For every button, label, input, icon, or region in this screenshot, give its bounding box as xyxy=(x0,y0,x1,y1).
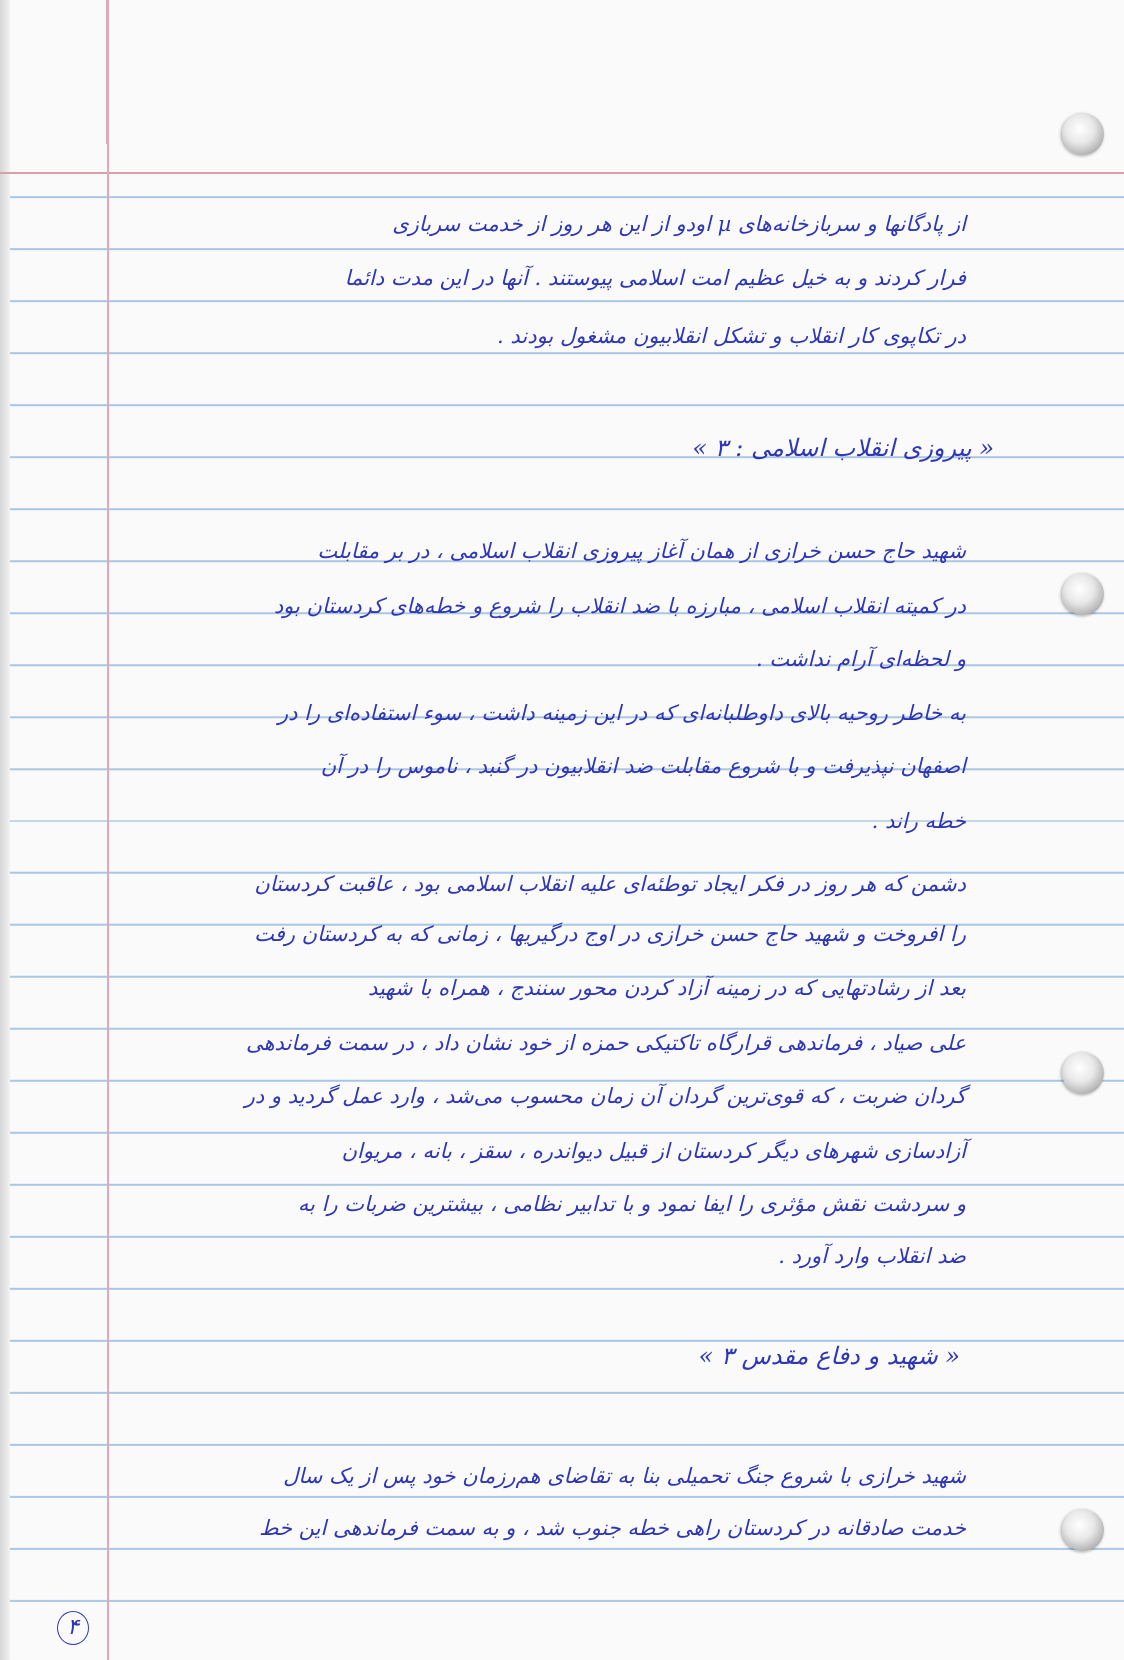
paragraph-4-line-2: خدمت صادقانه در کردستان راهی خطه جنوب شد ، و به سمت فرماندهی این خط xyxy=(259,1516,966,1540)
paragraph-3-line-8: ضد انقلاب وارد آورد . xyxy=(778,1244,966,1268)
top-rule-line xyxy=(0,172,1124,174)
paragraph-3-line-2: را افروخت و شهید حاج حسن خرازی در اوج درگیریها ، زمانی که به کردستان رفت xyxy=(254,922,966,946)
section-heading-victory: « پیروزی انقلاب اسلامی : ۳ » xyxy=(692,434,994,462)
paragraph-3-line-5: گردان ضربت ، که قوی‌ترین گردان آن زمان محسوب می‌شد ، وارد عمل گردید و در xyxy=(244,1084,966,1108)
paragraph-3-line-1: دشمن که هر روز در فکر ایجاد توطئه‌ای علیه انقلاب اسلامی بود ، عاقبت کردستان xyxy=(254,872,966,896)
paragraph-4-line-1: شهید خرازی با شروع جنگ تحمیلی بنا به تقاضای هم‌رزمان خود پس از یک سال xyxy=(283,1464,966,1488)
paragraph-3-line-6: آزادسازی شهرهای دیگر کردستان از قبیل دیواندره ، سقز ، بانه ، مریوان xyxy=(341,1139,966,1163)
page-header-band xyxy=(0,0,1124,172)
paragraph-1-line-3: در تکاپوی کار انقلاب و تشکل انقلابیون مشغول بودند . xyxy=(497,324,966,348)
paragraph-1-line-1: از پادگانها و سربازخانه‌های µ اودو از این هر روز از خدمت سربازی xyxy=(392,212,966,236)
paragraph-2-line-2: در کمیته انقلاب اسلامی ، مبارزه با ضد انقلاب را شروع و خطه‌های کردستان بود xyxy=(273,594,966,618)
punch-hole-2 xyxy=(1062,573,1104,615)
paragraph-3-line-3: بعد از رشادتهایی که در زمینه آزاد کردن محور سنندج ، همراه با شهید xyxy=(367,976,966,1000)
paragraph-2-line-3: و لحظه‌ای آرام نداشت . xyxy=(756,647,966,671)
paragraph-2-line-6: خطه راند . xyxy=(871,809,966,833)
punch-hole-3 xyxy=(1062,1052,1104,1094)
section-heading-defense: « شهید و دفاع مقدس ۳ » xyxy=(698,1342,960,1370)
paragraph-2-line-5: اصفهان نپذیرفت و با شروع مقابلت ضد انقلابیون در گنبد ، ناموس را در آن xyxy=(320,754,966,778)
paragraph-1-line-2: فرار کردند و به خیل عظیم امت اسلامی پیوستند . آنها در این مدت دائما xyxy=(344,266,966,290)
page-number: ۴ xyxy=(56,1610,90,1646)
punch-hole-4 xyxy=(1062,1509,1104,1551)
paragraph-2-line-1: شهید حاج حسن خرازی از همان آغاز پیروزی انقلاب اسلامی ، در بر مقابلت xyxy=(317,539,966,563)
margin-line xyxy=(107,0,109,1660)
paragraph-3-line-4: علی صیاد ، فرماندهی قرارگاه تاکتیکی حمزه از خود نشان داد ، در سمت فرماندهی xyxy=(245,1031,966,1055)
punch-hole-1 xyxy=(1062,113,1104,155)
paragraph-3-line-7: و سردشت نقش مؤثری را ایفا نمود و با تدابیر نظامی ، بیشترین ضربات را به xyxy=(297,1192,966,1216)
paragraph-2-line-4: به خاطر روحیه بالای داوطلبانه‌ای که در این زمینه داشت ، سوء استفاده‌ای را در xyxy=(278,701,966,725)
scan-shadow-edge xyxy=(0,0,10,1660)
